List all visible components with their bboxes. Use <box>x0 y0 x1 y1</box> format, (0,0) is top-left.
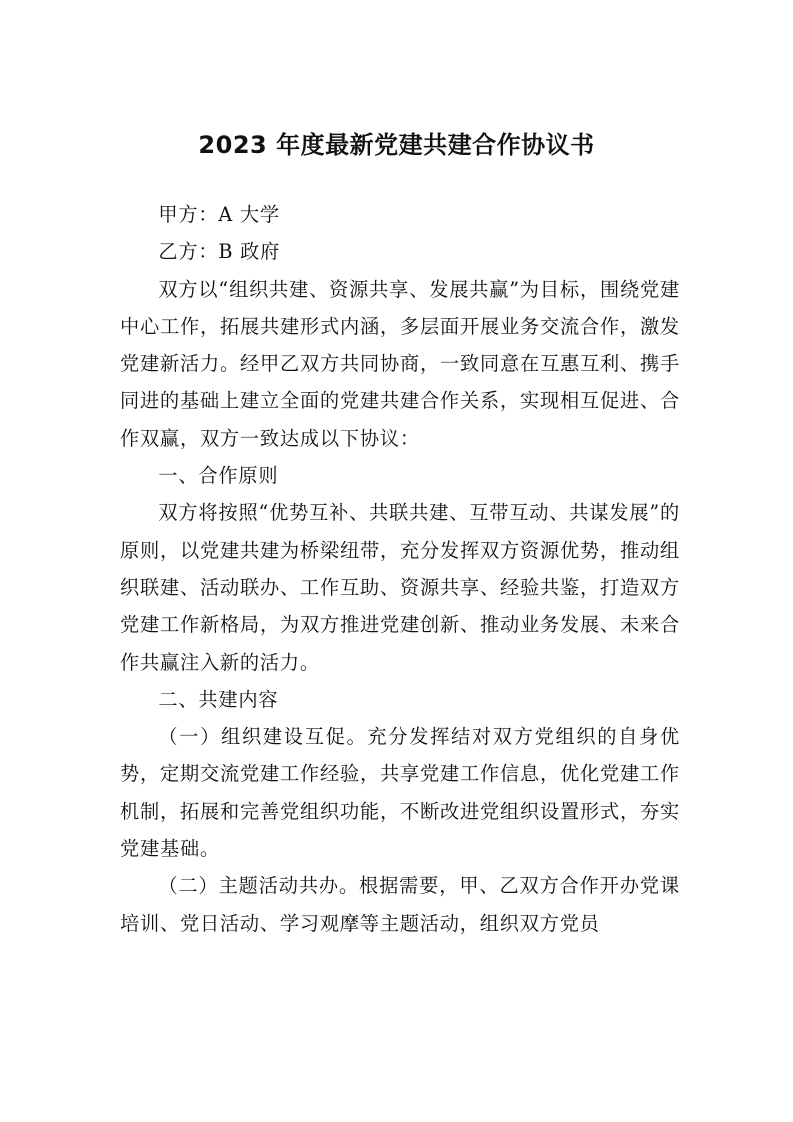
content-item-organization: （一）组织建设互促。充分发挥结对双方党组织的自身优势，定期交流党建工作经验，共享党建工作信息，优化党建工作机制，拓展和完善党组织功能，不断改进党组织设置形式，夯实党建基础。 <box>120 725 680 861</box>
intro-paragraph: 双方以“组织共建、资源共享、发展共赢”为目标，围绕党建中心工作，拓展共建形式内涵，多层面开展业务交流合作，激发党建新活力。经甲乙双方共同协商，一致同意在互惠互利、携手同进的基础上建立全面的党建共建合作关系，实现相互促进、合作双赢，双方一致达成以下协议： <box>120 277 680 450</box>
content-item-activities: （二）主题活动共办。根据需要，甲、乙双方合作开办党课培训、党日活动、学习观摩等主题活动，组织双方党员 <box>120 874 680 935</box>
section-heading-principles: 一、合作原则 <box>158 464 279 488</box>
document-title: 2023 年度最新党建共建合作协议书 <box>198 131 595 159</box>
party-a-line: 甲方：A 大学 <box>158 203 280 226</box>
section-heading-content: 二、共建内容 <box>158 687 279 711</box>
party-b-line: 乙方：B 政府 <box>158 240 281 264</box>
principles-paragraph: 双方将按照“优势互补、共联共建、互带互动、共谋发展”的原则，以党建共建为桥梁纽带，充分发挥双方资源优势，推动组织联建、活动联办、工作互助、资源共享、经验共鉴，打造双方党建工作新格局，为双方推进党建创新、推动业务发展、未来合作共赢注入新的活力。 <box>120 501 680 674</box>
document-body <box>120 196 680 942</box>
